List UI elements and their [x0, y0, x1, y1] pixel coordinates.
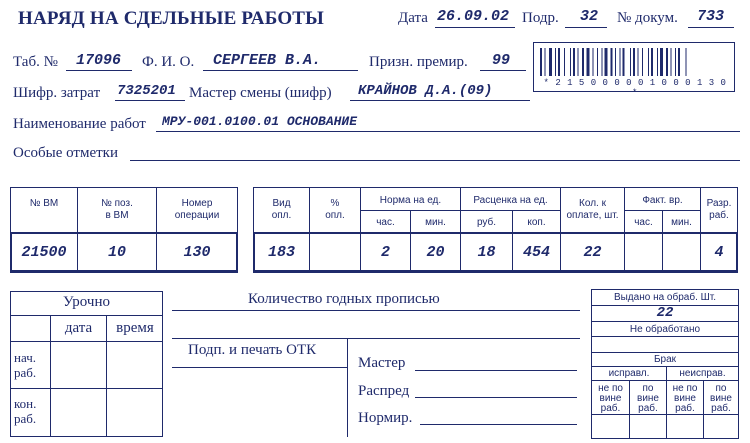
th-norm-hours: час. — [376, 217, 395, 228]
rate-kop-value: 454 — [522, 244, 550, 261]
norm-hours-value: 2 — [380, 244, 390, 261]
date-value: 26.09.02 — [437, 8, 510, 25]
th-fact-hours: час. — [634, 217, 653, 228]
fixable-label: исправл. — [608, 368, 650, 379]
bonus-label: Призн. премир. — [369, 54, 468, 70]
master-signature-label: Мастер — [358, 355, 406, 371]
notes-label: Особые отметки — [13, 145, 118, 161]
work-name-value: МРУ-001.0100.01 ОСНОВАНИЕ — [162, 114, 358, 129]
th-fact-time: Факт. вр. — [642, 195, 683, 206]
otk-label: Подп. и печать ОТК — [188, 342, 317, 358]
urgent-row-end: кон. раб. — [14, 396, 37, 426]
operation-value: 130 — [183, 244, 211, 261]
unfixable-not-worker-fault: не по вине раб. — [672, 383, 698, 414]
th-norm-min: мин. — [425, 217, 446, 228]
defect-label: Брак — [653, 354, 677, 365]
th-norm: Норма на ед. — [379, 195, 442, 206]
norm-min-value: 20 — [426, 244, 445, 261]
barcode-text: * 2 1 5 0 0 0 0 0 1 0 0 0 1 3 0 * — [543, 78, 727, 98]
th-vm-number: № ВМ — [29, 198, 59, 209]
th-pay-type: Вид опл. — [271, 198, 292, 221]
docnum-value: 733 — [697, 8, 725, 25]
good-qty-label: Количество годных прописью — [248, 291, 440, 307]
unfixable-label: неисправ. — [679, 368, 726, 379]
cost-value: 7325201 — [117, 83, 176, 99]
normer-signature-label: Нормир. — [358, 410, 413, 426]
not-processed-label: Не обработано — [629, 324, 701, 335]
fixable-not-worker-fault: не по вине раб. — [598, 383, 623, 414]
qty-pay-value: 22 — [583, 244, 602, 261]
pay-type-value: 183 — [267, 244, 295, 261]
tab-label: Таб. № — [13, 54, 58, 70]
shift-master-value: КРАЙНОВ Д.А.(09) — [358, 83, 493, 99]
th-rate: Расценка на ед. — [473, 195, 548, 206]
urgent-col-date: дата — [64, 320, 93, 336]
dispatcher-signature-label: Распред — [358, 383, 410, 399]
th-rate-kop: коп. — [527, 217, 546, 228]
bonus-value: 99 — [492, 52, 511, 69]
urgent-row-start: нач. раб. — [14, 350, 37, 380]
th-position: № поз. в ВМ — [101, 198, 133, 221]
issued-label: Выдано на обраб. Шт. — [613, 292, 717, 303]
issued-value: 22 — [656, 305, 674, 321]
rate-rub-value: 18 — [477, 244, 496, 261]
urgent-title: Урочно — [63, 294, 110, 310]
barcode-icon — [540, 48, 728, 78]
docnum-label: № докум. — [617, 10, 678, 26]
dept-value: 32 — [580, 8, 599, 25]
form-title: НАРЯД НА СДЕЛЬНЫЕ РАБОТЫ — [18, 8, 325, 29]
vm-number-value: 21500 — [21, 244, 67, 261]
th-fact-min: мин. — [671, 217, 692, 228]
work-name-label: Наименование работ — [13, 116, 146, 132]
th-qty-pay: Кол. к оплате, шт. — [566, 198, 619, 221]
fio-label: Ф. И. О. — [142, 54, 195, 70]
th-rate-rub: руб. — [476, 217, 497, 228]
th-pay-percent: % опл. — [325, 198, 345, 221]
cost-label: Шифр. затрат — [13, 85, 101, 101]
fixable-worker-fault: по вине раб. — [637, 383, 659, 414]
dept-label: Подр. — [522, 10, 559, 26]
date-label: Дата — [398, 10, 428, 26]
th-grade: Разр. раб. — [706, 198, 732, 221]
position-value: 10 — [107, 244, 126, 261]
unfixable-worker-fault: по вине раб. — [710, 383, 732, 414]
th-operation: Номер операции — [174, 198, 220, 221]
fio-value: СЕРГЕЕВ В.А. — [213, 52, 322, 69]
tab-value: 17096 — [76, 52, 122, 69]
grade-value: 4 — [714, 244, 724, 261]
shift-master-label: Мастер смены (шифр) — [189, 85, 332, 101]
urgent-col-time: время — [116, 320, 154, 336]
